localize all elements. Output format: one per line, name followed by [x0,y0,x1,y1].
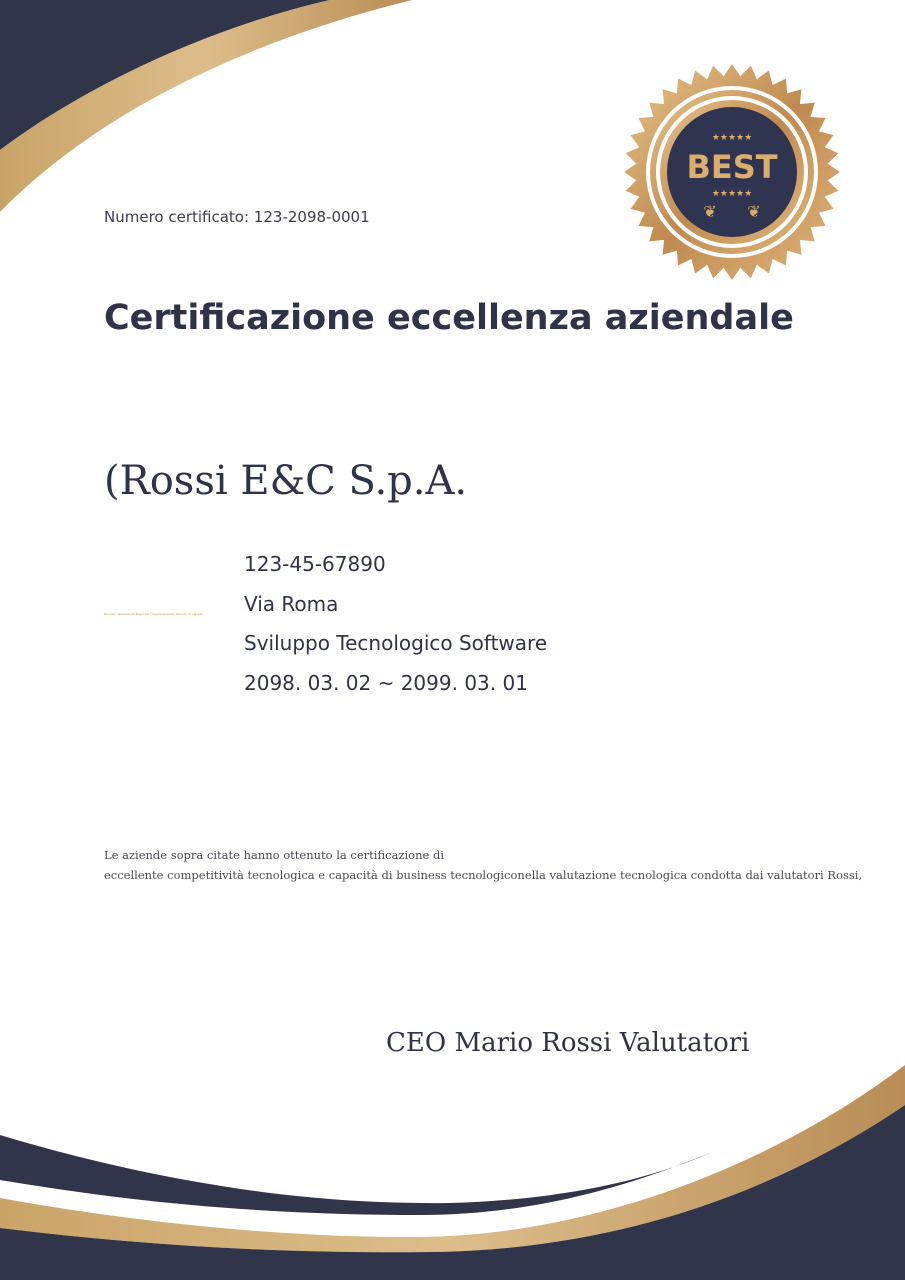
address: Via Roma [244,592,339,616]
description-line: eccellente competitività tecnologica e capacità di business tecnologiconella valutazione tecnologica condotta dai valutatori Rossi, [104,868,863,882]
svg-text:❦: ❦ [703,202,717,221]
best-award-seal-icon [622,62,842,282]
field-labels: Numero dell'azienda Rossi per l'aggiornamento Periodo di validità [104,612,203,616]
svg-text:BEST: BEST [686,148,778,186]
description-line: Le aziende sopra citate hanno ottenuto la certificazione di [104,848,445,862]
signature: CEO Mario Rossi Valutatori [386,1028,750,1058]
certificate-description [104,845,862,885]
business-sector: Sviluppo Tecnologico Software [244,631,548,655]
bottom-navy-wave [0,1135,712,1215]
svg-text:★★★★★: ★★★★★ [711,189,753,199]
certificate-title: Certificazione eccellenza aziendale [104,298,794,338]
registration-number: 123-45-67890 [244,552,386,576]
svg-text:★★★★★: ★★★★★ [711,133,753,143]
certificate-number: Numero certificato: 123-2098-0001 [104,208,370,226]
validity-period: 2098. 03. 02 ~ 2099. 03. 01 [244,671,528,695]
company-name: (Rossi E&C S.p.A. [104,458,468,504]
svg-text:❦: ❦ [747,202,761,221]
